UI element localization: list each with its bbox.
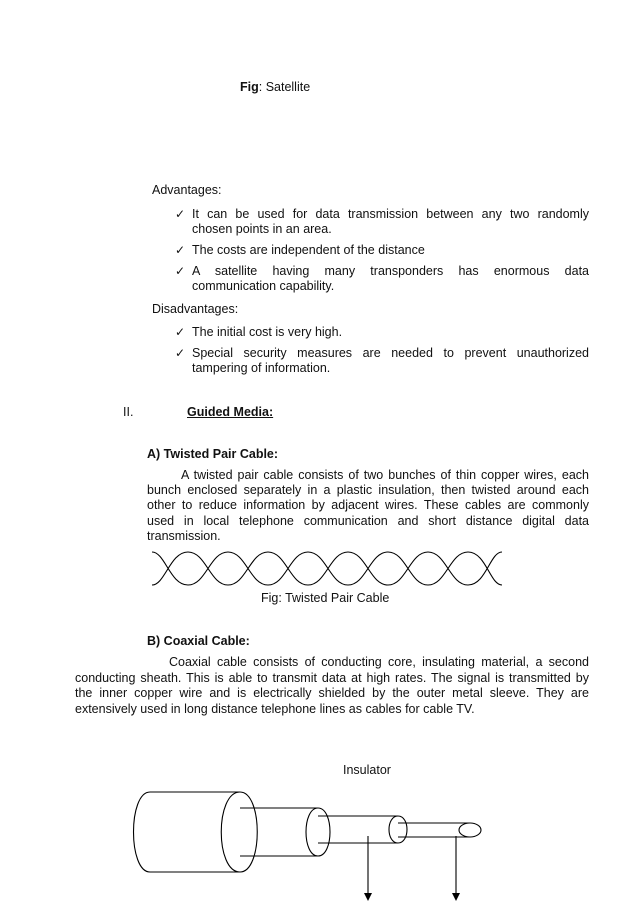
coaxial-heading: B) Coaxial Cable:	[147, 634, 250, 648]
advantages-title: Advantages:	[152, 183, 222, 197]
twisted-pair-caption: Fig: Twisted Pair Cable	[261, 591, 390, 605]
disadvantages-title: Disadvantages:	[152, 302, 239, 316]
paragraph-line: other to reduce information by adjacent wires. These cables are commonly	[147, 498, 589, 513]
advantage-item	[175, 243, 589, 258]
disadvantages-list	[175, 325, 589, 382]
bullet-line: The costs are independent of the distance	[192, 243, 425, 257]
arrow-head-icon	[452, 893, 460, 901]
disadvantage-item	[175, 346, 589, 376]
paragraph-line: Coaxial cable consists of conducting core, insulating material, a second	[169, 655, 589, 669]
checkmark-icon: ✓	[175, 325, 186, 339]
paragraph-line: extensively used in long distance telephone lines as cables for cable TV.	[75, 701, 475, 716]
insulator-label: Insulator	[343, 763, 391, 777]
copper-core	[389, 816, 470, 843]
arrow-head-icon	[364, 893, 372, 901]
advantage-item	[175, 264, 589, 294]
core-end	[459, 823, 481, 837]
section-numeral: II.	[123, 405, 134, 419]
insulating-layer	[306, 808, 398, 856]
caption-text: : Satellite	[258, 80, 311, 94]
twisted-wire-a	[152, 552, 502, 585]
paragraph-line: conducting sheath. This is able to transmit data at high rates. The signal is transmitted by	[75, 670, 589, 685]
checkmark-icon: ✓	[175, 207, 186, 221]
paragraph-line: A twisted pair cable consists of two bunches of thin copper wires, each	[181, 468, 589, 482]
section-heading-guided-media: Guided Media:	[187, 405, 274, 419]
bullet-line: Special security measures are needed to prevent unauthorized	[192, 346, 589, 360]
paragraph-line: the inner copper wire and is electrically shielded by the outer metal sleeve. They are	[75, 686, 589, 700]
checkmark-icon: ✓	[175, 243, 186, 257]
advantages-list	[175, 207, 589, 300]
satellite-figure-caption	[240, 80, 310, 94]
advantage-item	[175, 207, 589, 237]
paragraph-line: used in local telephone communication and short distance digital data	[147, 513, 589, 528]
metal-sleeve	[221, 792, 318, 872]
twisted-pair-heading: A) Twisted Pair Cable:	[147, 447, 279, 461]
outer-jacket	[134, 792, 241, 872]
bullet-line: tampering of information.	[192, 361, 331, 375]
bullet-line: communication capability.	[192, 279, 335, 293]
bullet-line: chosen points in an area.	[192, 222, 332, 236]
disadvantage-item	[175, 325, 589, 340]
twisted-pair-paragraph	[147, 468, 589, 544]
coaxial-paragraph	[75, 655, 589, 717]
twisted-wire-b	[152, 552, 502, 585]
checkmark-icon: ✓	[175, 264, 186, 278]
bullet-line: The initial cost is very high.	[192, 325, 343, 339]
paragraph-line: transmission.	[147, 528, 221, 543]
checkmark-icon: ✓	[175, 346, 186, 360]
paragraph-line: bunch enclosed separately in a plastic insulation, then twisted around each	[147, 483, 589, 498]
bullet-line: A satellite having many transponders has enormous data	[192, 264, 589, 278]
bullet-line: It can be used for data transmission between any two randomly	[192, 207, 589, 221]
caption-prefix: Fig	[240, 80, 259, 94]
